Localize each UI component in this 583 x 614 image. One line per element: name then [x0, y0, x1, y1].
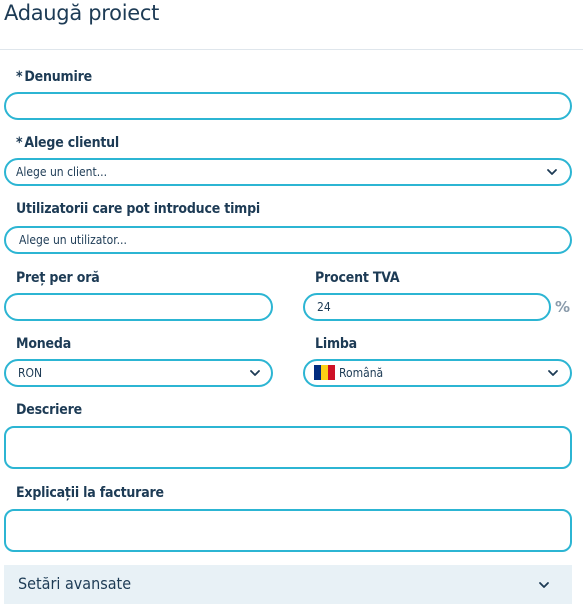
billing-notes-label: Explicații la facturare — [16, 485, 164, 501]
currency-label: Moneda — [16, 336, 72, 352]
rate-label: Preț per oră — [16, 270, 100, 286]
required-marker: * — [16, 135, 23, 151]
users-label: Utilizatorii care pot introduce timpi — [16, 201, 261, 217]
required-marker: * — [16, 69, 23, 85]
name-input[interactable] — [4, 92, 572, 120]
client-select[interactable] — [4, 158, 572, 186]
client-select-value: Alege un client... — [16, 165, 108, 179]
currency-select-value: RON — [18, 366, 43, 380]
chevron-down-icon — [249, 368, 261, 378]
vat-label: Procent TVA — [315, 270, 400, 286]
vat-input[interactable]: 24 — [303, 293, 551, 321]
percent-suffix: % — [555, 298, 571, 316]
chevron-down-icon — [538, 580, 550, 590]
language-label: Limba — [315, 336, 357, 352]
rate-input[interactable] — [4, 293, 273, 321]
currency-select[interactable] — [4, 359, 273, 387]
language-select[interactable] — [303, 359, 572, 387]
client-label — [16, 134, 119, 152]
client-label-text: Alege clientul — [24, 135, 120, 151]
chevron-down-icon — [547, 368, 559, 378]
billing-notes-textarea[interactable] — [4, 509, 572, 552]
users-placeholder: Alege un utilizator... — [19, 233, 127, 247]
advanced-settings-toggle[interactable] — [4, 565, 572, 604]
modal-title: Adaugă proiect — [4, 1, 160, 25]
description-textarea[interactable] — [4, 426, 572, 469]
description-label: Descriere — [16, 402, 82, 418]
chevron-down-icon — [546, 167, 558, 177]
name-label-text: Denumire — [24, 69, 92, 85]
romania-flag-icon — [314, 365, 335, 380]
name-label — [16, 68, 92, 86]
advanced-settings-label: Setări avansate — [18, 574, 132, 593]
title-divider — [0, 49, 583, 50]
language-select-value: Română — [339, 366, 384, 380]
users-multiselect[interactable] — [4, 226, 572, 254]
